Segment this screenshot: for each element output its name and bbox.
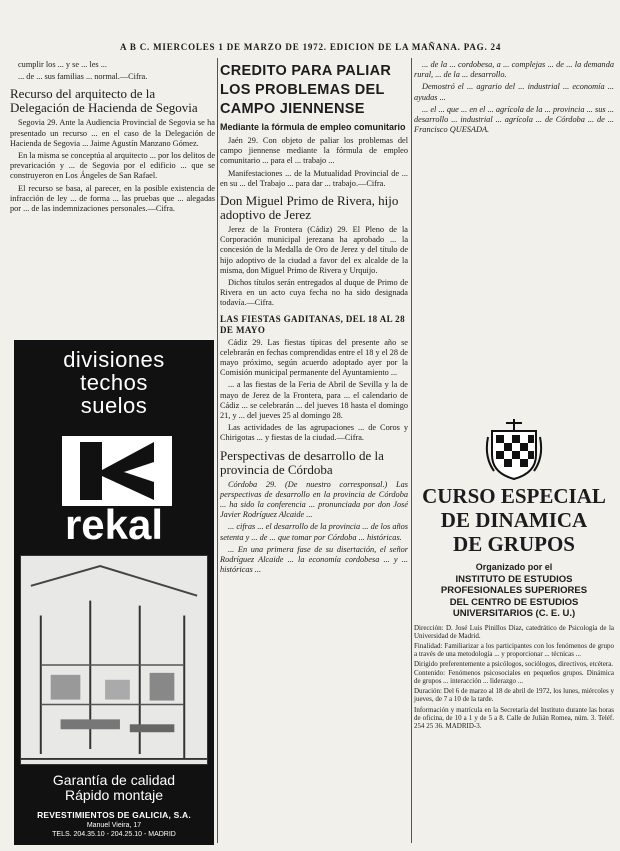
organizer-line: DEL CENTRO DE ESTUDIOS [449, 596, 579, 608]
article-paragraph: ... cifras ... el desarrollo de la provincia ... de los años setenta y ... de ... que tomar por Córdoba ... históricas. [220, 522, 408, 542]
article-paragraph: Córdoba 29. (De nuestro corresponsal.) Las perspectivas de desarrollo en la provincia de Córdoba ... ha sido la conferencia ... pronunciada por don José Javier Rodríguez Alcaide ... [220, 479, 408, 520]
article-subheadline: Mediante la fórmula de empleo comunitario [220, 122, 406, 132]
office-photo [20, 555, 208, 765]
article-paragraph: Jerez de la Frontera (Cádiz) 29. El Pleno de la Corporación municipal jerezana ha aprobado ... la concesión de la Medalla de Oro de Jerez y del título de hijo adoptivo de la ciudad a favor del ex alcalde de la misma, don Miguel Primo de Rivera y Urquijo. [220, 225, 408, 275]
course-audience: Dirigido preferentemente a psicólogos, sociólogos, directivos, etcétera. [414, 659, 614, 668]
intro-paragraph: ... de ... sus familias ... normal.—Cifra. [18, 72, 148, 82]
article-paragraph: Cádiz 29. Las fiestas típicas del presente año se celebrarán en fechas comprendidas entre el 18 y el 28 de mayo próximo, según acuerdo adoptado ayer por la Comisión municipal permanente del Ayuntamiento ... [220, 337, 408, 378]
ad-company: REVESTIMIENTOS DE GALICIA, S.A. [37, 810, 191, 820]
article-paragraph: El recurso se basa, al parecer, en la posible existencia de infracción de ley ... de forma ... las pruebas que ... alegadas por ... de las indemnizaciones personales.—Cifra. [10, 183, 215, 214]
course-details [414, 624, 614, 732]
organizer-line: UNIVERSITARIOS (C. E. U.) [452, 608, 576, 619]
ad-guarantee: Rápido montaje [64, 787, 164, 803]
ad-guarantee: Garantía de calidad [52, 772, 176, 788]
article-headline: CREDITO PARA PALIAR LOS PROBLEMAS DEL CAMPO JIENNENSE [220, 63, 392, 117]
article-paragraph: ... a las fiestas de la Feria de Abril de Sevilla y la de mayo de Jerez de la Frontera, para ... el calendario de Cádiz ... se celebrarán ... del jueves 18 hasta el domingo 21, y ... del jueves 25 al domingo 28. [220, 380, 408, 421]
organizer-line: Organizado por el [475, 562, 553, 572]
course-content: Contenido: Fenómenos psicosociales en pequeños grupos. Dinámica de grupos ... interacción ... liderazgo ... [414, 669, 614, 686]
article-headline: LAS FIESTAS GADITANAS, DEL 18 AL 28 DE MAYO [220, 313, 405, 335]
article-headline: Don Miguel Primo de Rivera, hijo adoptivo de Jerez [220, 193, 399, 223]
ad-address: Manuel Vieira, 17 [86, 822, 142, 829]
course-purpose: Finalidad: Familiarizar a los participantes con los fenómenos de grupo a través de una metodología ... y proporcionar ... técnicas ... [414, 641, 614, 659]
course-duration: Duración: Del 6 de marzo al 18 de abril de 1972, los lunes, miércoles y jueves, de 7 a 10 de la tarde. [414, 686, 614, 704]
article-paragraph: Segovia 29. Ante la Audiencia Provincial de Segovia se ha presentado un recurso ... en el caso de la Delegación de Hacienda de Segovia ... Jaime Agustín Manzano Gómez. [10, 118, 215, 148]
ad-word: techos [80, 370, 148, 395]
page-header: A B C. MIERCOLES 1 DE MARZO DE 1972. EDICION DE LA MAÑANA. PAG. 24 [120, 42, 502, 52]
article-paragraph: ... de la ... cordobesa, a ... complejas ... de ... la demanda rural, ... de la ... desarrollo. [414, 60, 614, 80]
rekal-logo-icon [62, 436, 172, 506]
course-title: DE DINAMICA [440, 508, 588, 532]
course-title: DE GRUPOS [453, 532, 575, 556]
ad-brand: rekal [64, 501, 164, 548]
article-paragraph: Jaén 29. Con objeto de paliar los problemas del campo jiennense mediante la fórmula de empleo comunitario ... para el ... trabajo ... [220, 136, 408, 166]
ad-word: suelos [80, 393, 148, 418]
column-divider [411, 58, 412, 843]
rekal-advertisement [14, 340, 214, 845]
ceu-emblem-icon [484, 417, 544, 481]
article-headline: Perspectivas de desarrollo de la provincia de Córdoba [220, 447, 384, 477]
course-director: Dirección: D. José Luis Pinillos Díaz, catedrático de Psicología de la Universidad de Madrid. [414, 624, 614, 641]
article-paragraph: Dichos títulos serán entregados al duque de Primo de Rivera en un acto cuya fecha no ha sido designada todavía.—Cifra. [220, 278, 408, 308]
left-column [10, 60, 215, 216]
article-paragraph: Manifestaciones ... de la Mutualidad Provincial de ... en su ... del Trabajo ... para dar ... trabajo.—Cifra. [220, 168, 408, 188]
organizer-line: INSTITUTO DE ESTUDIOS [455, 573, 573, 585]
course-organizer [414, 562, 614, 620]
organizer-line: PROFESIONALES SUPERIORES [440, 585, 588, 596]
course-title: CURSO ESPECIAL [422, 484, 606, 508]
article-paragraph: ... el ... que ... en el ... agrícola de la ... provincia ... sus ... desarrollo ... industrial ... agrícola ... de Córdoba ... de ... Francisco QUESADA. [414, 104, 614, 135]
ad-telephones: TELS. 204.35.10 - 204.25.10 - MADRID [52, 831, 176, 838]
course-advertisement [414, 417, 614, 847]
article-headline: Recurso del arquitecto de la Delegación de Hacienda de Segovia [10, 86, 198, 116]
middle-column [220, 60, 408, 578]
ad-word: divisiones [63, 347, 165, 372]
course-contact: Información y matrícula en la Secretaría del Instituto durante las horas de oficina, de 10 a 1 y de 5 a 8. Calle de Julián Romea, núm. 3. Teléf. 254 25 36. MADRID-3. [414, 705, 614, 731]
article-paragraph: Demostró el ... agrario del ... industrial ... economía ... ayudas ... [414, 82, 614, 102]
column-divider [217, 58, 218, 843]
article-paragraph: En la misma se conceptúa al arquitecto ... por los delitos de prevaricación y ... de Segovia por el edificio ... que se construyeron en Los Ángeles de San Rafael. [10, 151, 215, 181]
intro-paragraph: cumplir los ... y se ... les ... [18, 60, 107, 69]
article-paragraph: ... En una primera fase de su disertación, el señor Rodríguez Alcaide ... la economía cordobesa ... y ... históricas ... [220, 544, 408, 575]
right-column [414, 60, 614, 137]
article-paragraph: Las actividades de las agrupaciones ... de Coros y Chirigotas ... y fiestas de la ciudad.—Cifra. [220, 423, 408, 443]
